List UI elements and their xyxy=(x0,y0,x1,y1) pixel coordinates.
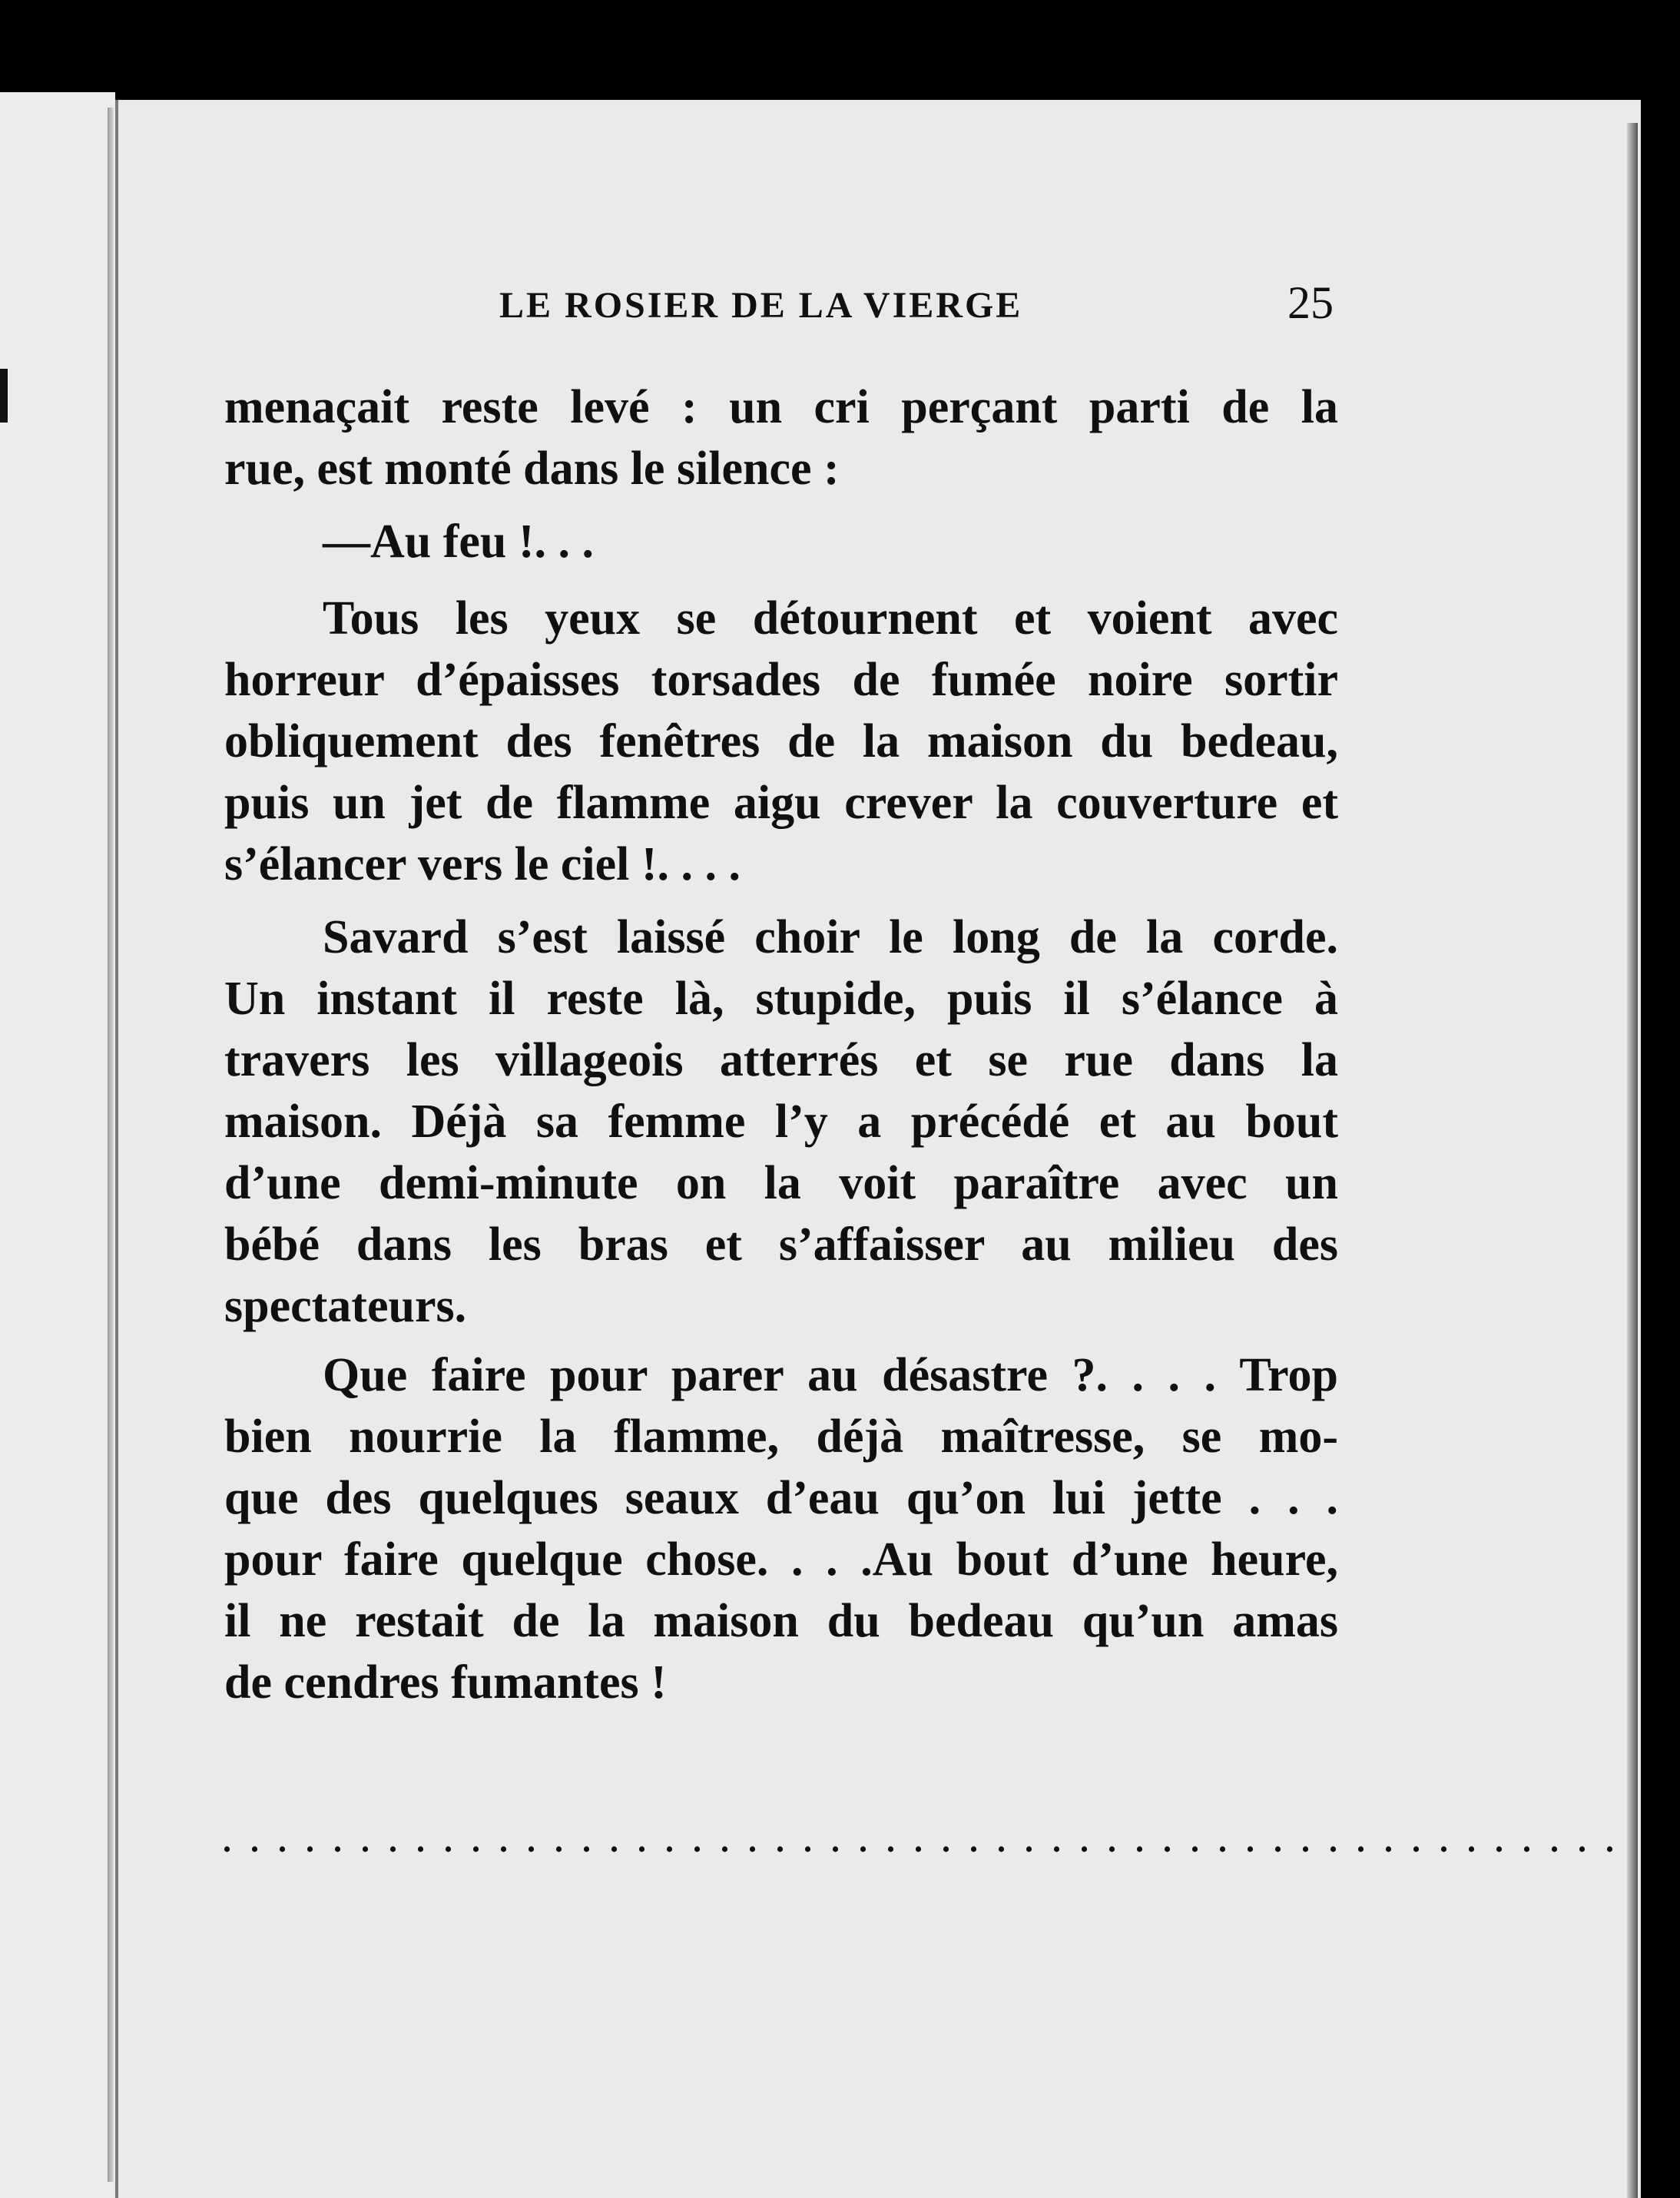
page-edge-right xyxy=(1627,123,1638,2198)
text-line: menaçait reste levé : un cri perçant parti de la xyxy=(224,381,1338,433)
text-line: il ne restait de la maison du bedeau qu’un amas xyxy=(224,1595,1338,1647)
text-line: de cendres fumantes ! xyxy=(224,1656,667,1709)
text-line: d’une demi-minute on la voit paraître avec un xyxy=(224,1157,1338,1209)
dotted-separator: . . . . . . . . . . . . . . . . . . . . . . . . . . . . . . . . . . . . . . . . . . . . . . . . . . . xyxy=(223,1822,1619,1859)
text-line: travers les villageois atterrés et se rue dans la xyxy=(224,1034,1338,1086)
text-line: maison. Déjà sa femme l’y a précédé et au bout xyxy=(224,1096,1338,1148)
page-gutter-shadow xyxy=(108,108,114,2182)
facing-page-edge xyxy=(0,92,115,2198)
text-line: bien nourrie la flamme, déjà maîtresse, se mo- xyxy=(224,1411,1338,1463)
text-line: Que faire pour parer au désastre ?. . . . Trop xyxy=(323,1349,1338,1401)
scan-border-right xyxy=(1636,115,1680,2198)
text-line: s’élancer vers le ciel !. . . . xyxy=(224,838,741,890)
text-line: puis un jet de flamme aigu crever la couverture et xyxy=(224,777,1338,829)
text-line: rue, est monté dans le silence : xyxy=(224,443,840,495)
page-number: 25 xyxy=(1287,277,1334,328)
text-line: Un instant il reste là, stupide, puis il s’élance à xyxy=(224,973,1338,1025)
text-line: obliquement des fenêtres de la maison du bedeau, xyxy=(224,715,1338,767)
text-line: Savard s’est laissé choir le long de la corde. xyxy=(323,911,1338,963)
text-line: —Au feu !. . . xyxy=(323,516,595,568)
text-line: spectateurs. xyxy=(224,1280,467,1332)
text-line: bébé dans les bras et s’affaisser au milieu des xyxy=(224,1218,1338,1271)
facing-page-mark xyxy=(0,369,8,423)
text-line: pour faire quelque chose. . . .Au bout d’une heure, xyxy=(224,1533,1338,1586)
text-line: Tous les yeux se détournent et voient avec xyxy=(323,592,1338,645)
text-line: horreur d’épaisses torsades de fumée noire sortir xyxy=(224,654,1338,706)
running-title: LE ROSIER DE LA VIERGE xyxy=(499,285,1023,326)
text-line: que des quelques seaux d’eau qu’on lui jette . . . xyxy=(224,1472,1338,1524)
